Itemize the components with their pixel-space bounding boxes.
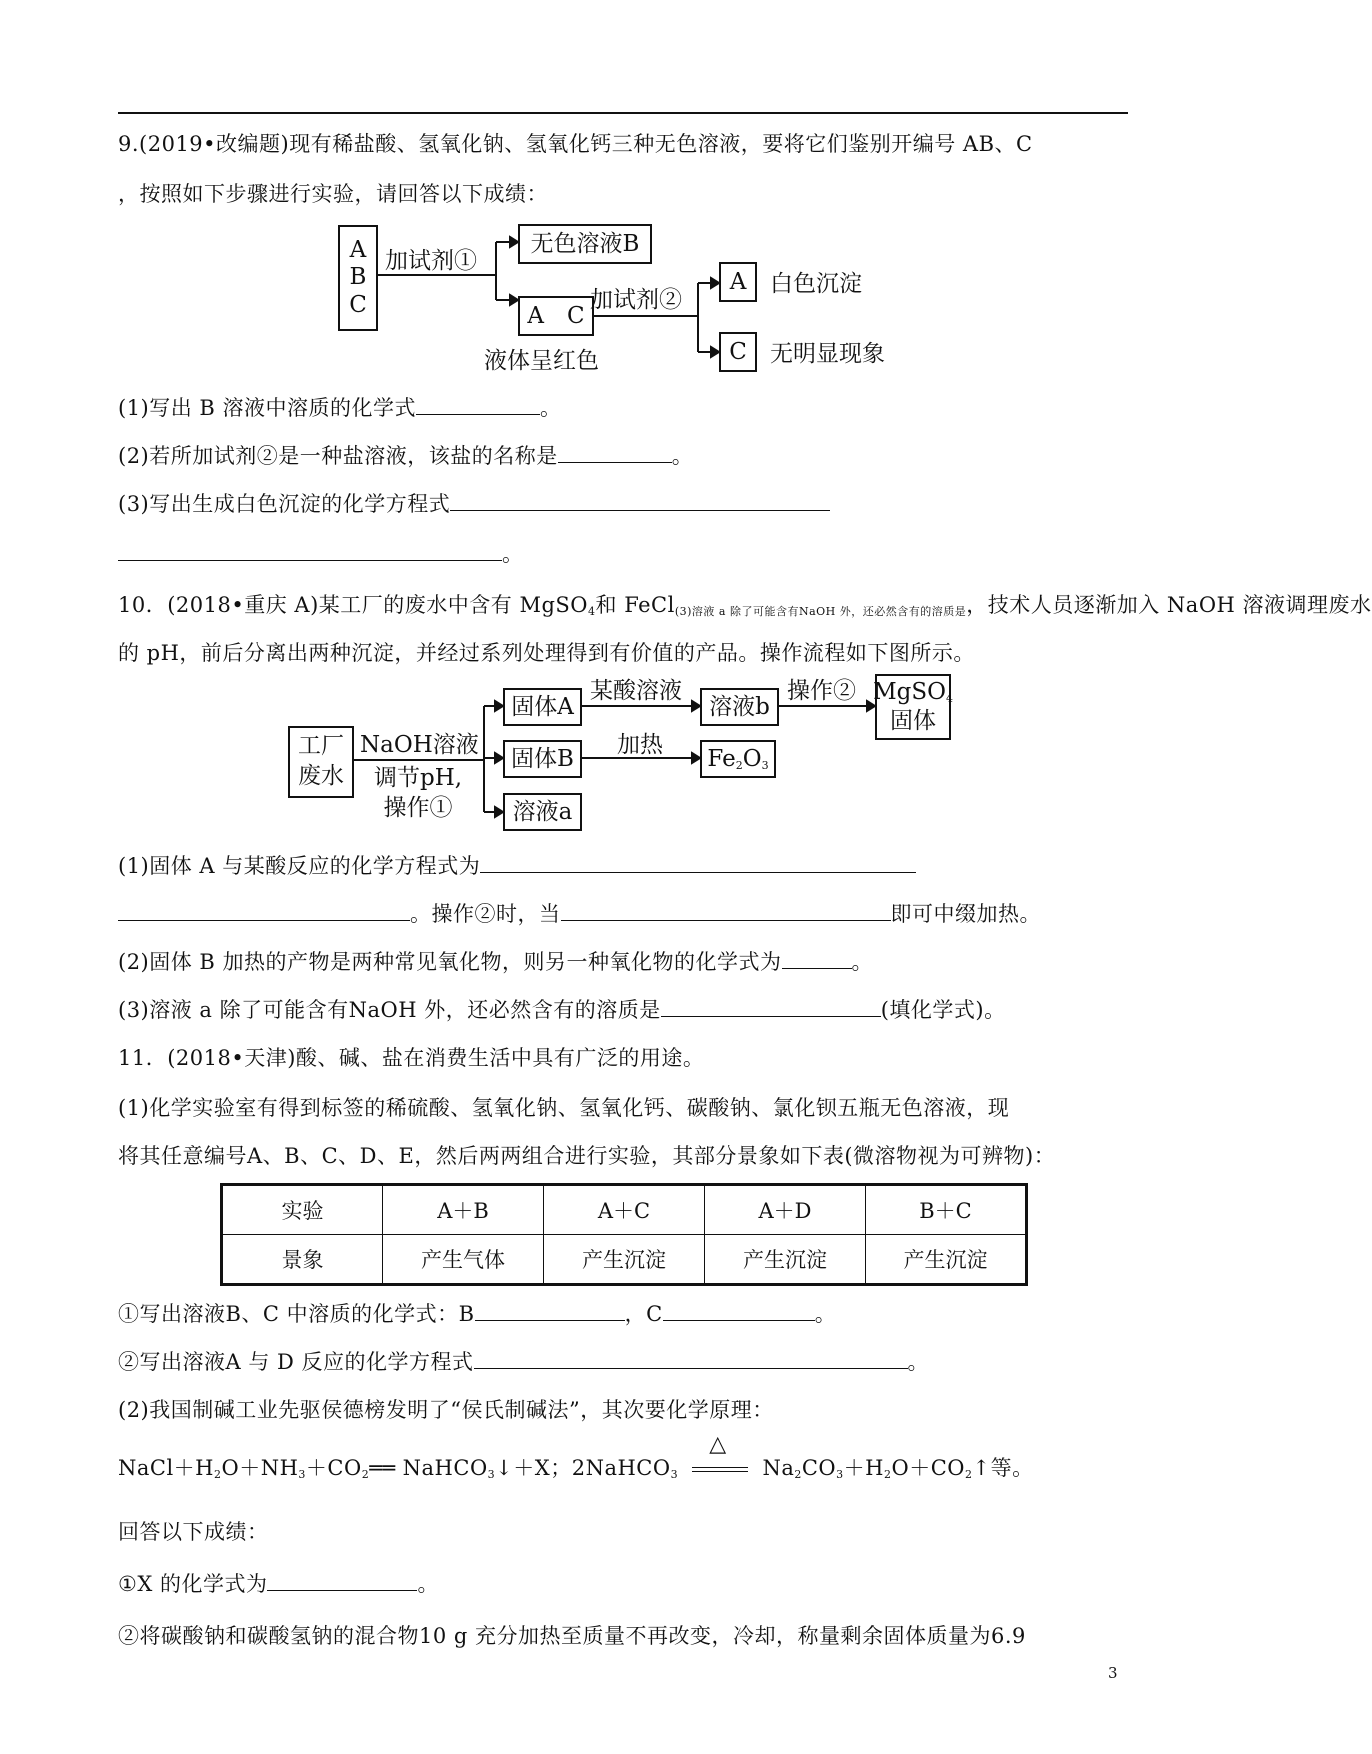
q10-box-sol-a: 溶液a <box>503 793 582 831</box>
q10-sub1-cont: 。操作②时，当 即可中缀加热。 <box>118 898 1041 928</box>
q11-p2: (2)我国制碱工业先驱侯德榜发明了“侯氏制碱法”，其次要化学原理： <box>118 1398 774 1422</box>
q10-box-waste: 工厂 废水 <box>288 726 354 798</box>
q11-line1: 11．(2018•天津)酸、碱、盐在消费生活中具有广泛的用途。 <box>118 1046 705 1070</box>
q9-ac-note: 液体呈红色 <box>484 348 599 374</box>
table-cell: 产生沉淀 <box>866 1235 1027 1285</box>
answer-blank[interactable] <box>118 902 410 921</box>
q10-op2: 操作② <box>787 678 856 704</box>
q10-line1: 10．(2018•重庆 A)某工厂的废水中含有 MgSO$_4$和 FeCl$_{(3)溶液 a 除了可能含有NaOH 外,还必然含有的溶质是}$，技术人员逐渐加入 NaOH 溶液调理废水 <box>118 593 1372 618</box>
q10-box-solid-b: 固体B <box>503 740 582 778</box>
q10-adjust: 调节pH, 操作① <box>374 765 463 821</box>
q10-sub2: (2)固体 B 加热的产物是两种常见氧化物，则另一种氧化物的化学式为 。 <box>118 950 874 974</box>
q11-equation: $NaCl+H_2O+NH_3+CO_2══$ NaHCO$_3$↓＋X；2NaHCO$_3$ △ $Na_2CO_3+H_2O+CO_2↑$等。 <box>118 1432 1034 1481</box>
page-number: 3 <box>1108 1664 1118 1682</box>
q9-c-result: 无明显现象 <box>770 341 885 367</box>
table-cell: 实验 <box>222 1185 383 1235</box>
q11-p1b: 将其任意编号A、B、C、D、E，然后两两组合进行实验，其部分景象如下表(微溶物视为可辨物)： <box>118 1144 1056 1168</box>
q9-reagent1: 加试剂① <box>385 248 477 274</box>
q9-sub1: (1)写出 B 溶液中溶质的化学式 。 <box>118 396 562 420</box>
q9-sub3: (3)写出生成白色沉淀的化学方程式 <box>118 488 830 518</box>
q10-sub1: (1)固体 A 与某酸反应的化学方程式为 <box>118 850 916 880</box>
q10-box-solid-a: 固体A <box>503 688 582 726</box>
q10-box-sol-b: 溶液b <box>700 688 779 726</box>
answer-blank[interactable] <box>475 1302 625 1321</box>
q11-s1: ①写出溶液B、C 中溶质的化学式：B ，C 。 <box>118 1302 837 1326</box>
table-cell: A＋D <box>705 1185 866 1235</box>
q9-reagent2: 加试剂② <box>590 287 682 313</box>
q10-acid: 某酸溶液 <box>590 678 682 704</box>
q9-line2: ，按照如下步骤进行实验，请回答以下成绩： <box>118 182 548 206</box>
q10-sub3: (3)溶液 a 除了可能含有NaOH 外，还必然含有的溶质是 (填化学式)。 <box>118 998 1006 1022</box>
table-cell: 产生沉淀 <box>705 1235 866 1285</box>
table-cell: A＋C <box>544 1185 705 1235</box>
answer-blank[interactable] <box>561 902 891 921</box>
answer-blank[interactable] <box>663 1302 815 1321</box>
table-cell: B＋C <box>866 1185 1027 1235</box>
answer-blank[interactable] <box>267 1572 417 1591</box>
q9-box-abc: A B C <box>338 225 378 331</box>
q10-box-mgso4: MgSO$_4$ 固体 <box>875 674 951 740</box>
answer-blank[interactable] <box>782 950 852 969</box>
q11-s2: ②写出溶液A 与 D 反应的化学方程式 。 <box>118 1350 930 1374</box>
q9-box-b: 无色溶液B <box>518 224 652 264</box>
table-row <box>222 1185 1027 1235</box>
q11-x1: ①X 的化学式为 。 <box>118 1572 439 1596</box>
q9-sub2: (2)若所加试剂②是一种盐溶液，该盐的名称是 。 <box>118 444 694 468</box>
q9-box-c: C <box>719 332 757 372</box>
q9-a-result: 白色沉淀 <box>770 271 862 297</box>
answer-blank[interactable] <box>480 854 916 873</box>
q10-naoh: NaOH溶液 <box>360 732 479 758</box>
table-cell: A＋B <box>383 1185 544 1235</box>
table-cell: 产生沉淀 <box>544 1235 705 1285</box>
q11-answer: 回答以下成绩： <box>118 1520 269 1544</box>
q10-box-fe2o3: $Fe_2O_3$ <box>700 740 776 778</box>
q9-box-a: A <box>719 262 757 302</box>
q11-p1a: (1)化学实验室有得到标签的稀硫酸、氢氧化钠、氢氧化钙、碳酸钠、氯化钡五瓶无色溶液，现 <box>118 1096 1010 1120</box>
answer-blank[interactable] <box>474 1350 908 1369</box>
table-row <box>222 1235 1027 1285</box>
q10-line2: 的 pH，前后分离出两种沉淀，并经过系列处理得到有价值的产品。操作流程如下图所示。 <box>118 641 975 665</box>
q9-line1: 9.(2019•改编题)现有稀盐酸、氢氧化钠、氢氧化钙三种无色溶液，要将它们鉴别开编号 AB、C <box>118 132 1033 156</box>
answer-blank[interactable] <box>661 998 881 1017</box>
table-cell: 产生气体 <box>383 1235 544 1285</box>
table-cell: 景象 <box>222 1235 383 1285</box>
q11-results-table <box>220 1183 1028 1286</box>
q10-heat: 加热 <box>617 732 663 758</box>
q11-x2: ②将碳酸钠和碳酸氢钠的混合物10 g 充分加热至质量不再改变，冷却，称量剩余固体质量为6.9 <box>118 1624 1026 1648</box>
heat-triangle-icon: △ <box>709 1432 727 1457</box>
q9-box-ac: A C <box>518 296 594 336</box>
q9-sub3-cont: 。 <box>118 538 524 568</box>
